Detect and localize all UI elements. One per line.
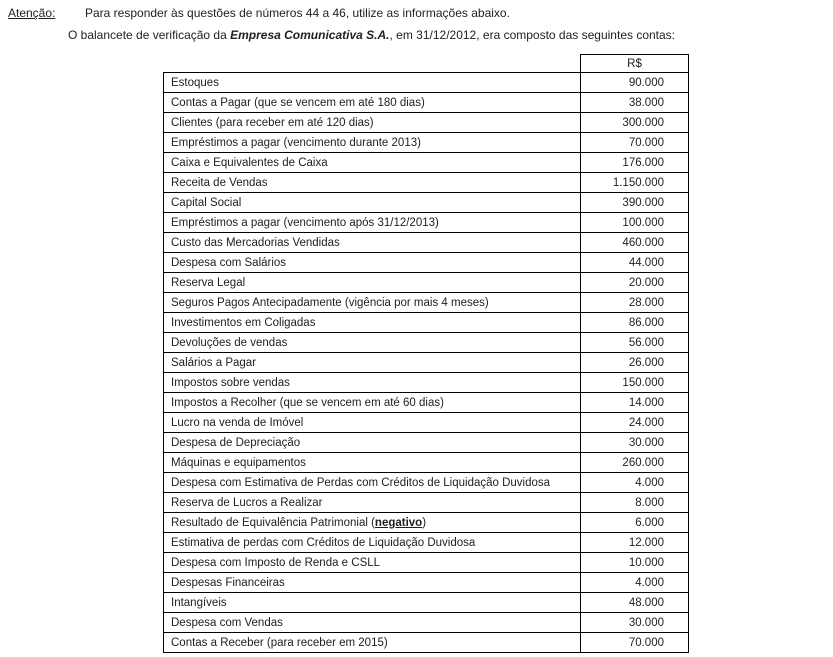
account-name-cell: Contas a Pagar (que se vencem em até 180 dias) <box>164 93 581 113</box>
table-row <box>164 633 689 653</box>
account-value-cell: 44.000 <box>581 253 689 273</box>
account-value-cell: 4.000 <box>581 473 689 493</box>
table-row <box>164 593 689 613</box>
table-row <box>164 253 689 273</box>
table-row <box>164 573 689 593</box>
table-row <box>164 193 689 213</box>
table-row <box>164 533 689 553</box>
account-name-cell: Caixa e Equivalentes de Caixa <box>164 153 581 173</box>
table-row <box>164 433 689 453</box>
account-name-cell: Empréstimos a pagar (vencimento durante 2013) <box>164 133 581 153</box>
account-value-cell: 150.000 <box>581 373 689 393</box>
account-value-cell: 28.000 <box>581 293 689 313</box>
table-row <box>164 233 689 253</box>
account-value-cell: 12.000 <box>581 533 689 553</box>
table-row <box>164 73 689 93</box>
account-value-cell: 30.000 <box>581 433 689 453</box>
intro-line <box>68 28 675 43</box>
account-name-cell: Seguros Pagos Antecipadamente (vigência por mais 4 meses) <box>164 293 581 313</box>
account-name-cell: Despesa com Estimativa de Perdas com Créditos de Liquidação Duvidosa <box>164 473 581 493</box>
intro-suffix: , em 31/12/2012, era composto das seguintes contas: <box>389 28 676 42</box>
account-name-cell: Despesa com Imposto de Renda e CSLL <box>164 553 581 573</box>
table-row <box>164 133 689 153</box>
account-name-cell: Investimentos em Coligadas <box>164 313 581 333</box>
account-name-cell: Reserva Legal <box>164 273 581 293</box>
table-row <box>164 553 689 573</box>
account-value-cell: 86.000 <box>581 313 689 333</box>
account-name-cell: Despesa com Salários <box>164 253 581 273</box>
table-row <box>164 353 689 373</box>
account-value-cell: 70.000 <box>581 133 689 153</box>
accounts-table-body <box>164 73 689 653</box>
account-name-cell: Intangíveis <box>164 593 581 613</box>
company-name: Empresa Comunicativa S.A. <box>230 28 390 42</box>
account-value-cell: 20.000 <box>581 273 689 293</box>
account-name-cell: Devoluções de vendas <box>164 333 581 353</box>
account-value-cell: 300.000 <box>581 113 689 133</box>
account-value-cell: 38.000 <box>581 93 689 113</box>
table-row <box>164 613 689 633</box>
table-row <box>164 373 689 393</box>
account-value-cell: 30.000 <box>581 613 689 633</box>
account-name-cell: Estoques <box>164 73 581 93</box>
table-row <box>164 153 689 173</box>
account-name-cell: Capital Social <box>164 193 581 213</box>
table-row <box>164 413 689 433</box>
account-name-cell: Máquinas e equipamentos <box>164 453 581 473</box>
table-row <box>164 173 689 193</box>
table-row <box>164 113 689 133</box>
account-name-cell: Salários a Pagar <box>164 353 581 373</box>
table-row <box>164 213 689 233</box>
account-value-cell: 10.000 <box>581 553 689 573</box>
attention-label: Atenção: <box>8 6 56 20</box>
account-name-cell: Clientes (para receber em até 120 dias) <box>164 113 581 133</box>
account-value-cell: 26.000 <box>581 353 689 373</box>
table-row <box>164 493 689 513</box>
account-value-cell: 1.150.000 <box>581 173 689 193</box>
intro-prefix: O balancete de verificação da <box>68 28 231 42</box>
attention-text: Para responder às questões de números 44 a 46, utilize as informações abaixo. <box>85 6 510 20</box>
account-name-cell: Empréstimos a pagar (vencimento após 31/12/2013) <box>164 213 581 233</box>
account-name-cell: Custo das Mercadorias Vendidas <box>164 233 581 253</box>
account-value-cell: 100.000 <box>581 213 689 233</box>
table-row <box>164 333 689 353</box>
table-row <box>164 453 689 473</box>
account-value-cell: 14.000 <box>581 393 689 413</box>
account-value-cell: 56.000 <box>581 333 689 353</box>
account-value-cell: 70.000 <box>581 633 689 653</box>
account-value-cell: 6.000 <box>581 513 689 533</box>
account-name-cell: Contas a Receber (para receber em 2015) <box>164 633 581 653</box>
account-value-cell: 460.000 <box>581 233 689 253</box>
account-name-cell: Despesas Financeiras <box>164 573 581 593</box>
account-name-cell: Estimativa de perdas com Créditos de Liquidação Duvidosa <box>164 533 581 553</box>
table-row <box>164 393 689 413</box>
account-value-cell: 24.000 <box>581 413 689 433</box>
account-name-cell: Impostos sobre vendas <box>164 373 581 393</box>
account-value-cell: 4.000 <box>581 573 689 593</box>
account-value-cell: 260.000 <box>581 453 689 473</box>
account-value-cell: 8.000 <box>581 493 689 513</box>
account-name-cell: Lucro na venda de Imóvel <box>164 413 581 433</box>
account-name-cell: Resultado de Equivalência Patrimonial (negativo) <box>164 513 581 533</box>
table-header-row <box>164 55 689 73</box>
account-value-cell: 90.000 <box>581 73 689 93</box>
table-row <box>164 473 689 493</box>
table-row <box>164 93 689 113</box>
account-value-cell: 48.000 <box>581 593 689 613</box>
accounts-table <box>163 54 689 653</box>
attention-line <box>8 6 510 21</box>
table-row <box>164 513 689 533</box>
account-name-cell: Despesa com Vendas <box>164 613 581 633</box>
account-name-cell: Receita de Vendas <box>164 173 581 193</box>
table-row <box>164 293 689 313</box>
header-spacer-cell <box>164 55 581 73</box>
currency-header-cell: R$ <box>581 55 689 73</box>
account-name-cell: Impostos a Recolher (que se vencem em até 60 dias) <box>164 393 581 413</box>
account-name-cell: Despesa de Depreciação <box>164 433 581 453</box>
account-name-cell: Reserva de Lucros a Realizar <box>164 493 581 513</box>
table-row <box>164 273 689 293</box>
account-value-cell: 176.000 <box>581 153 689 173</box>
table-row <box>164 313 689 333</box>
account-value-cell: 390.000 <box>581 193 689 213</box>
